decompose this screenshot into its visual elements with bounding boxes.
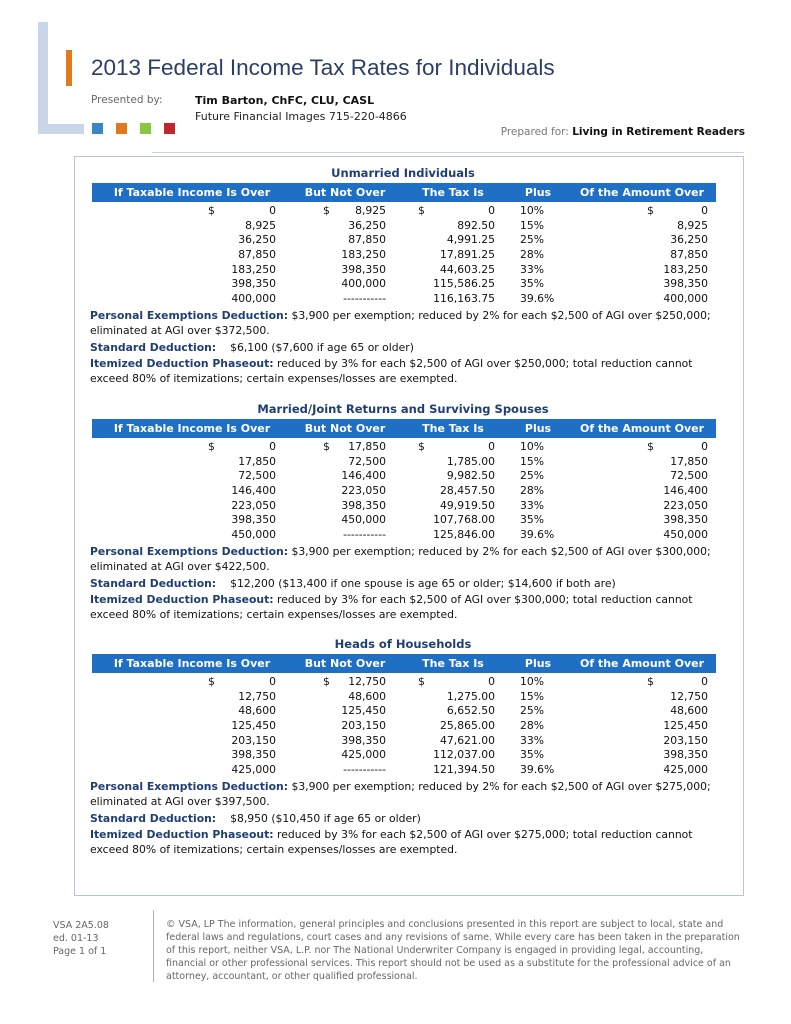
cell-plus: 15%: [520, 218, 544, 232]
cell-plus: 33%: [520, 733, 544, 747]
note-text: $8,950 ($10,450 if age 65 or older): [230, 811, 421, 825]
color-square-blue: [92, 123, 103, 134]
itemized-phaseout-note: [90, 357, 716, 387]
note-label: Itemized Deduction Phaseout:: [90, 592, 274, 606]
cell-over: 0: [269, 675, 276, 688]
cell-amount-over: 398,350: [663, 277, 708, 291]
cell-amount-over: 48,600: [670, 704, 708, 718]
cell-over: 398,350: [231, 513, 276, 527]
note-label: Personal Exemptions Deduction:: [90, 780, 289, 794]
column-header: Plus: [524, 422, 552, 435]
cell-tax: 47,621.00: [440, 733, 495, 747]
cell-plus: 25%: [520, 233, 544, 247]
color-square-orange: [116, 123, 127, 134]
cell-amount-over: 125,450: [663, 718, 708, 732]
section-notes: [90, 545, 716, 622]
cell-amount-over: 425,000: [663, 762, 708, 776]
cell-tax: 116,163.75: [433, 291, 495, 305]
dollar-sign: $: [208, 675, 215, 688]
cell-tax: 0: [488, 675, 495, 688]
table-row: [90, 219, 716, 234]
note-text: $12,200 ($13,400 if one spouse is age 65 or older; $14,600 if both are): [230, 576, 616, 590]
cell-not-over: 203,150: [341, 718, 386, 732]
document-id: VSA 2A5.08 ed. 01-13 Page 1 of 1: [53, 920, 109, 957]
cell-over: 8,925: [245, 218, 276, 232]
cell-tax: 125,846.00: [433, 527, 495, 541]
cell-over: 0: [269, 440, 276, 453]
table-header: [92, 654, 716, 673]
disclaimer: © VSA, LP The information, general principles and conclusions presented in this report are subject to local, state and federal laws and regulations, court cases and any revisions of same. While every care has been taken in the preparation of this report, neither VSA, L.P. nor The National Underwriter Company is engaged in providing legal, accounting, financial or other professional services. This report should not be used as a substitute for the professional advice of an attorney, accountant, or other qualified professional.: [166, 919, 740, 982]
cell-over: 398,350: [231, 277, 276, 291]
table-row: [90, 704, 716, 719]
cell-amount-over: 17,850: [670, 454, 708, 468]
cell-plus: 25%: [520, 704, 544, 718]
cell-plus: 39.6%: [520, 762, 555, 776]
note-label: Itemized Deduction Phaseout:: [90, 356, 274, 370]
column-header: The Tax Is: [422, 186, 484, 199]
cell-not-over: 400,000: [341, 277, 386, 291]
dollar-sign: $: [647, 440, 654, 453]
table-row: [90, 263, 716, 278]
cell-plus: 10%: [520, 440, 544, 453]
cell-over: 36,250: [238, 233, 276, 247]
footer-divider: [153, 910, 154, 982]
cell-not-over: 398,350: [341, 262, 386, 276]
cell-plus: 28%: [520, 483, 544, 497]
cell-plus: 39.6%: [520, 291, 555, 305]
page-title: 2013 Federal Income Tax Rates for Individuals: [91, 55, 555, 80]
note-text: $3,900 per exemption; reduced by 2% for each $2,500 of AGI over $275,000; eliminated at AGI over $397,500.: [90, 780, 711, 809]
column-header: The Tax Is: [422, 657, 484, 670]
cell-amount-over: 0: [701, 204, 708, 217]
table-body: [90, 204, 716, 306]
cell-not-over: 146,400: [341, 469, 386, 483]
standard-deduction-note: [90, 812, 716, 827]
table-row: [90, 748, 716, 763]
cell-not-over: 17,850: [348, 440, 386, 453]
table-row: [90, 528, 716, 543]
cell-over: 146,400: [231, 483, 276, 497]
cell-tax: 0: [488, 440, 495, 453]
note-label: Standard Deduction:: [90, 811, 217, 825]
table-row: [90, 484, 716, 499]
table-row: [90, 469, 716, 484]
cell-over: 425,000: [231, 762, 276, 776]
column-header: The Tax Is: [422, 422, 484, 435]
note-text: reduced by 3% for each $2,500 of AGI over $250,000; total reduction cannot exceed 80% of itemizations; certain expenses/losses are exempted.: [90, 356, 693, 385]
cell-tax: 6,652.50: [446, 704, 495, 718]
section-notes: [90, 309, 716, 386]
cell-over: 183,250: [231, 262, 276, 276]
presented-by-label: Presented by:: [91, 94, 163, 106]
dollar-sign: $: [647, 675, 654, 688]
color-square-red: [164, 123, 175, 134]
cell-plus: 33%: [520, 262, 544, 276]
table-row: [90, 292, 716, 307]
cell-plus: 35%: [520, 748, 544, 762]
cell-not-over: 36,250: [348, 218, 386, 232]
note-text: reduced by 3% for each $2,500 of AGI over $300,000; total reduction cannot exceed 80% of itemizations; certain expenses/losses are exempted.: [90, 592, 693, 621]
column-header: But Not Over: [304, 422, 386, 435]
cell-amount-over: 398,350: [663, 748, 708, 762]
cell-amount-over: 223,050: [663, 498, 708, 512]
cell-not-over: 8,925: [355, 204, 386, 217]
dollar-sign: $: [208, 440, 215, 453]
column-header: But Not Over: [304, 186, 386, 199]
presenter-name: Tim Barton, ChFC, CLU, CASL: [195, 94, 375, 107]
cell-over: 0: [269, 204, 276, 217]
cell-plus: 33%: [520, 498, 544, 512]
column-header: If Taxable Income Is Over: [113, 657, 271, 670]
personal-exemptions-note: [90, 780, 716, 810]
cell-over: 400,000: [231, 291, 276, 305]
cell-not-over: 223,050: [341, 483, 386, 497]
section-married-joint: [90, 399, 716, 624]
column-header: Of the Amount Over: [579, 657, 705, 670]
table-body: [90, 440, 716, 542]
prepared-for-label: Prepared for:: [500, 126, 569, 138]
cell-over: 17,850: [238, 454, 276, 468]
logo-l-horizontal: [38, 124, 84, 134]
cell-tax: 1,785.00: [446, 454, 495, 468]
cell-plus: 10%: [520, 204, 544, 217]
note-text: $3,900 per exemption; reduced by 2% for each $2,500 of AGI over $300,000; eliminated at AGI over $422,500.: [90, 545, 711, 574]
cell-amount-over: 0: [701, 675, 708, 688]
cell-plus: 15%: [520, 689, 544, 703]
cell-tax: 28,457.50: [440, 483, 495, 497]
table-row: [90, 277, 716, 292]
table-row: [90, 440, 716, 455]
table-row: [90, 734, 716, 749]
header-divider: [152, 152, 744, 153]
cell-over: 203,150: [231, 733, 276, 747]
cell-over: 12,750: [238, 689, 276, 703]
column-header: Plus: [524, 657, 552, 670]
table-row: [90, 513, 716, 528]
table-row: [90, 233, 716, 248]
cell-plus: 28%: [520, 718, 544, 732]
column-header: Of the Amount Over: [579, 186, 705, 199]
cell-not-over: 72,500: [348, 454, 386, 468]
column-header: If Taxable Income Is Over: [113, 186, 271, 199]
cell-tax: 9,982.50: [446, 469, 495, 483]
cell-tax: 17,891.25: [440, 247, 495, 261]
cell-not-over: -----------: [343, 762, 386, 776]
table-header: [92, 419, 716, 438]
cell-tax: 4,991.25: [446, 233, 495, 247]
table-row: [90, 455, 716, 470]
table-row: [90, 204, 716, 219]
cell-over: 87,850: [238, 247, 276, 261]
cell-plus: 15%: [520, 454, 544, 468]
column-header: Plus: [524, 186, 552, 199]
cell-amount-over: 36,250: [670, 233, 708, 247]
dollar-sign: $: [418, 675, 425, 688]
cell-not-over: 450,000: [341, 513, 386, 527]
cell-amount-over: 146,400: [663, 483, 708, 497]
cell-not-over: 425,000: [341, 748, 386, 762]
cell-plus: 10%: [520, 675, 544, 688]
note-label: Standard Deduction:: [90, 576, 217, 590]
cell-tax: 892.50: [457, 218, 495, 232]
standard-deduction-note: [90, 577, 716, 592]
cell-amount-over: 0: [701, 440, 708, 453]
personal-exemptions-note: [90, 545, 716, 575]
cell-amount-over: 398,350: [663, 513, 708, 527]
cell-tax: 0: [488, 204, 495, 217]
cell-over: 398,350: [231, 748, 276, 762]
dollar-sign: $: [323, 440, 330, 453]
cell-plus: 39.6%: [520, 527, 555, 541]
note-label: Standard Deduction:: [90, 340, 217, 354]
cell-amount-over: 12,750: [670, 689, 708, 703]
title-accent-bar: [66, 50, 72, 86]
section-title: Heads of Households: [334, 637, 472, 651]
table-row: [90, 690, 716, 705]
cell-over: 125,450: [231, 718, 276, 732]
cell-amount-over: 450,000: [663, 527, 708, 541]
note-text: $3,900 per exemption; reduced by 2% for each $2,500 of AGI over $250,000; eliminated at AGI over $372,500.: [90, 309, 711, 338]
cell-amount-over: 400,000: [663, 291, 708, 305]
note-label: Personal Exemptions Deduction:: [90, 309, 289, 323]
column-header: Of the Amount Over: [579, 422, 705, 435]
itemized-phaseout-note: [90, 593, 716, 623]
table-row: [90, 719, 716, 734]
table-body: [90, 675, 716, 777]
table-row: [90, 763, 716, 778]
column-header: But Not Over: [304, 657, 386, 670]
cell-plus: 35%: [520, 277, 544, 291]
column-header: If Taxable Income Is Over: [113, 422, 271, 435]
cell-not-over: 48,600: [348, 689, 386, 703]
dollar-sign: $: [208, 204, 215, 217]
section-title: Unmarried Individuals: [331, 166, 475, 180]
cell-not-over: 12,750: [348, 675, 386, 688]
note-text: reduced by 3% for each $2,500 of AGI over $275,000; total reduction cannot exceed 80% of itemizations; certain expenses/losses are exempted.: [90, 827, 693, 856]
cell-not-over: 398,350: [341, 498, 386, 512]
prepared-for-value: Living in Retirement Readers: [572, 126, 745, 138]
cell-amount-over: 87,850: [670, 247, 708, 261]
color-square-green: [140, 123, 151, 134]
dollar-sign: $: [323, 204, 330, 217]
section-unmarried: [90, 163, 716, 388]
cell-amount-over: 203,150: [663, 733, 708, 747]
dollar-sign: $: [647, 204, 654, 217]
dollar-sign: $: [323, 675, 330, 688]
dollar-sign: $: [418, 440, 425, 453]
cell-tax: 121,394.50: [433, 762, 495, 776]
cell-amount-over: 8,925: [677, 218, 708, 232]
section-title: Married/Joint Returns and Surviving Spouses: [257, 402, 549, 416]
cell-over: 450,000: [231, 527, 276, 541]
cell-over: 223,050: [231, 498, 276, 512]
cell-plus: 28%: [520, 247, 544, 261]
cell-amount-over: 183,250: [663, 262, 708, 276]
table-header: [92, 183, 716, 202]
cell-plus: 35%: [520, 513, 544, 527]
cell-tax: 107,768.00: [433, 513, 495, 527]
cell-not-over: 125,450: [341, 704, 386, 718]
cell-tax: 49,919.50: [440, 498, 495, 512]
cell-not-over: 398,350: [341, 733, 386, 747]
table-row: [90, 248, 716, 263]
personal-exemptions-note: [90, 309, 716, 339]
table-row: [90, 675, 716, 690]
presenter-org: Future Financial Images 715-220-4866: [195, 110, 407, 123]
prepared-for: [501, 126, 745, 138]
cell-tax: 115,586.25: [433, 277, 495, 291]
itemized-phaseout-note: [90, 828, 716, 858]
section-notes: [90, 780, 716, 857]
cell-not-over: -----------: [343, 291, 386, 305]
dollar-sign: $: [418, 204, 425, 217]
standard-deduction-note: [90, 341, 716, 356]
note-label: Itemized Deduction Phaseout:: [90, 827, 274, 841]
cell-not-over: -----------: [343, 527, 386, 541]
cell-over: 72,500: [238, 469, 276, 483]
section-heads-of-households: [90, 634, 716, 859]
cell-not-over: 183,250: [341, 247, 386, 261]
cell-amount-over: 72,500: [670, 469, 708, 483]
logo-l-vertical: [38, 22, 48, 134]
cell-tax: 1,275.00: [446, 689, 495, 703]
note-text: $6,100 ($7,600 if age 65 or older): [230, 340, 414, 354]
cell-not-over: 87,850: [348, 233, 386, 247]
cell-tax: 112,037.00: [433, 748, 495, 762]
note-label: Personal Exemptions Deduction:: [90, 545, 289, 559]
cell-over: 48,600: [238, 704, 276, 718]
cell-tax: 44,603.25: [440, 262, 495, 276]
cell-plus: 25%: [520, 469, 544, 483]
cell-tax: 25,865.00: [440, 718, 495, 732]
table-row: [90, 499, 716, 514]
